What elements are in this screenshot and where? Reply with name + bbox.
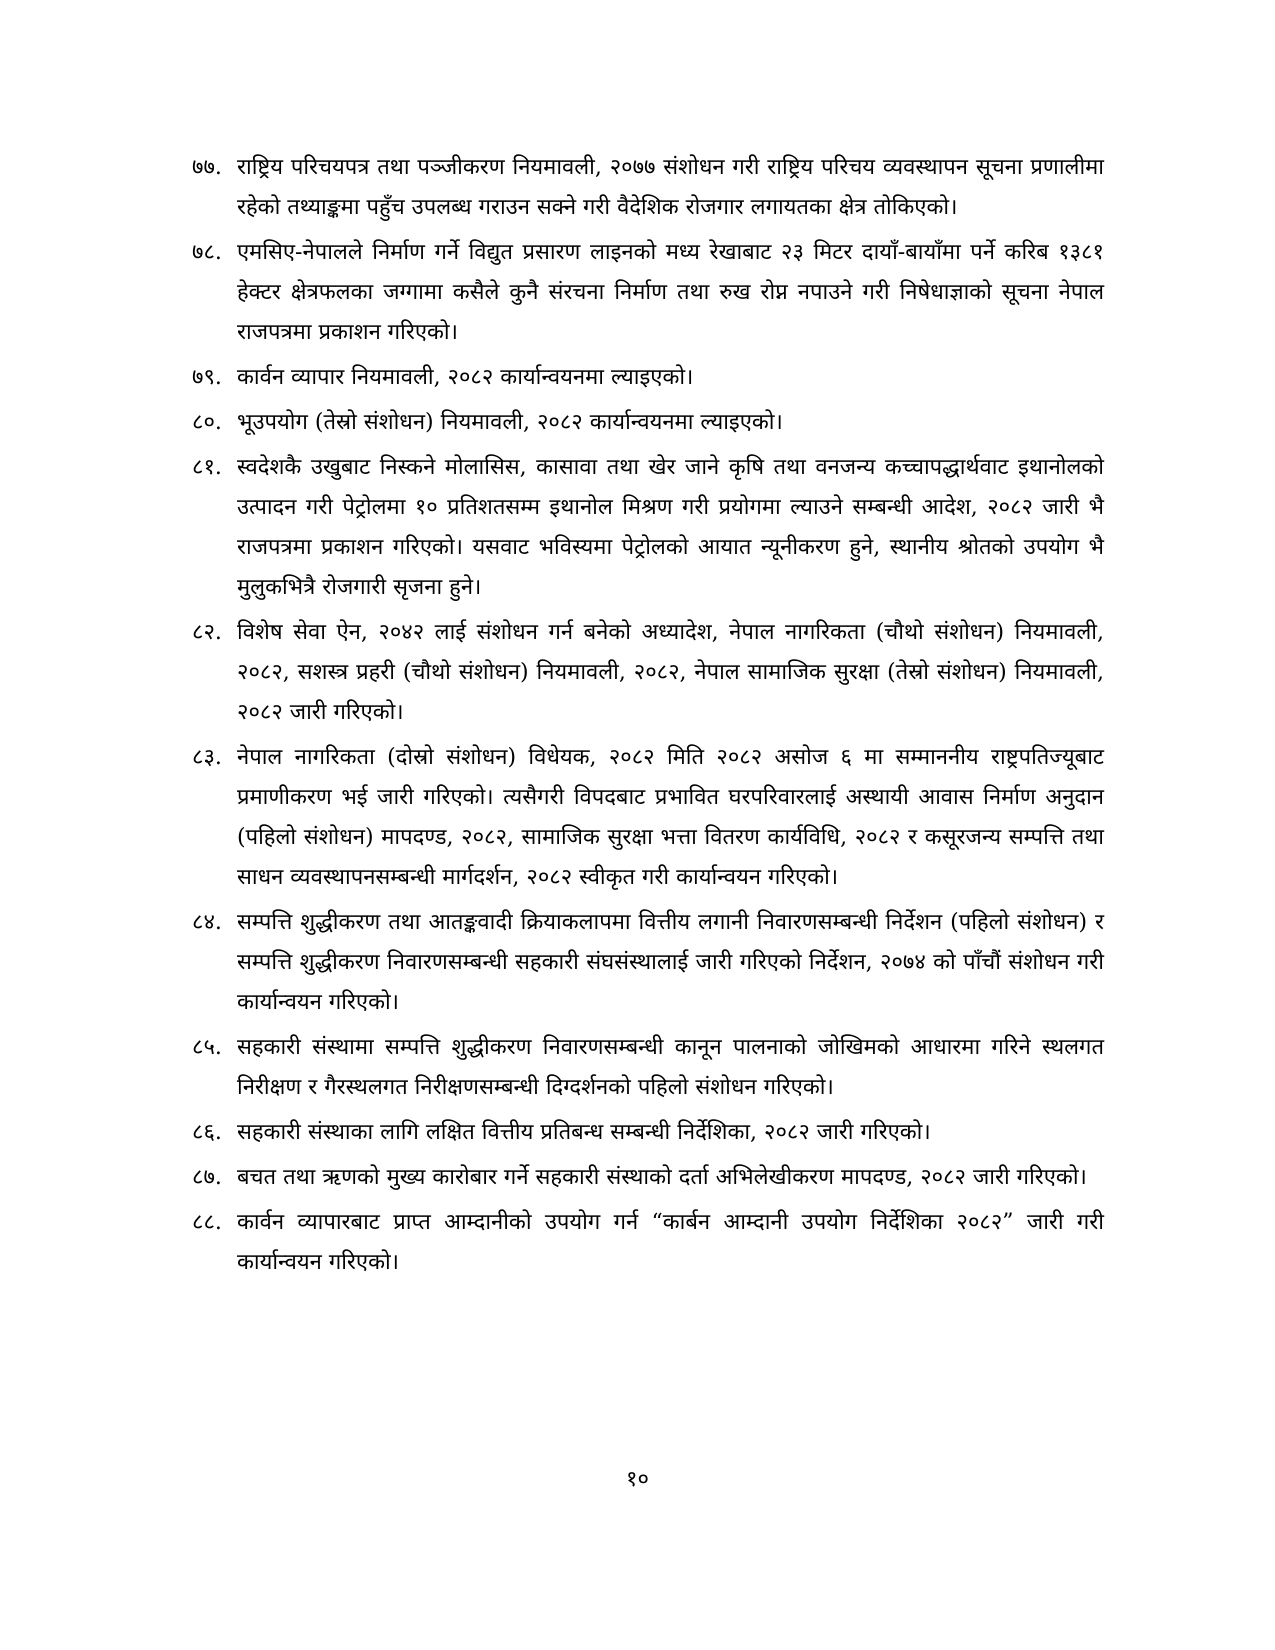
item-text: कार्वन व्यापार नियमावली, २०८२ कार्यान्वयनमा ल्याइएको। — [237, 365, 694, 390]
list-item — [192, 1158, 1104, 1198]
item-text: बचत तथा ऋणको मुख्य कारोबार गर्ने सहकारी संस्थाको दर्ता अभिलेखीकरण मापदण्ड, २०८२ जारी गरिएको। — [237, 1165, 1087, 1190]
item-number: ८३. — [192, 745, 222, 770]
item-number: ८४. — [192, 910, 222, 935]
item-text: कार्वन व्यापारबाट प्राप्त आम्दानीको उपयोग गर्न “कार्बन आम्दानी उपयोग निर्देशिका २०८२” जारी गरी कार्यान्वयन गरिएको। — [237, 1210, 1104, 1275]
item-text: नेपाल नागरिकता (दोस्रो संशोधन) विधेयक, २०८२ मिति २०८२ असोज ६ मा सम्माननीय राष्ट्रपतिज्यूबाट प्रमाणीकरण भई जारी गरिएको। त्यसैगरी विपदबाट प्रभावित घरपरिवारलाई अस्थायी आवास निर्माण अनुदान (पहिलो संशोधन) मापदण्ड, २०८२, सामाजिक सुरक्षा भत्ता वितरण कार्यविधि, २०८२ र कसूरजन्य सम्पत्ति तथा साधन व्यवस्थापनसम्बन्धी मार्गदर्शन, २०८२ स्वीकृत गरी कार्यान्वयन गरिएको। — [237, 745, 1104, 890]
item-text: स्वदेशकै उखुबाट निस्कने मोलासिस, कासावा तथा खेर जाने कृषि तथा वनजन्य कच्चापद्धार्थवाट इथानोलको उत्पादन गरी पेट्रोलमा १० प्रतिशतसम्म इथानोल मिश्रण गरी प्रयोगमा ल्याउने सम्बन्धी आदेश, २०८२ जारी भै राजपत्रमा प्रकाशन गरिएको। यसवाट भविस्यमा पेट्रोलको आयात न्यूनीकरण हुने, स्थानीय श्रोतको उपयोग भै मुलुकभित्रै रोजगारी सृजना हुने। — [237, 455, 1104, 600]
item-text: विशेष सेवा ऐन, २०४२ लाई संशोधन गर्न बनेको अध्यादेश, नेपाल नागरिकता (चौथो संशोधन) नियमावली, २०८२, सशस्त्र प्रहरी (चौथो संशोधन) नियमावली, २०८२, नेपाल सामाजिक सुरक्षा (तेस्रो संशोधन) नियमावली, २०८२ जारी गरिएको। — [237, 620, 1104, 725]
list-item — [192, 1203, 1104, 1283]
item-number: ८०. — [192, 410, 222, 435]
item-number: ७८. — [192, 240, 222, 265]
list-item — [192, 233, 1104, 353]
list-item — [192, 448, 1104, 608]
item-number: ७७. — [192, 155, 222, 180]
item-text: एमसिए-नेपालले निर्माण गर्ने विद्युत प्रसारण लाइनको मध्य रेखाबाट २३ मिटर दायाँ-बायाँमा पर्ने करिब १३८१ हेक्टर क्षेत्रफलका जग्गामा कसैले कुनै संरचना निर्माण तथा रुख रोप्न नपाउने गरी निषेधाज्ञाको सूचना नेपाल राजपत्रमा प्रकाशन गरिएको। — [237, 240, 1104, 345]
item-text: भूउपयोग (तेस्रो संशोधन) नियमावली, २०८२ कार्यान्वयनमा ल्याइएको। — [237, 410, 783, 435]
item-number: ८८. — [192, 1210, 222, 1235]
list-item — [192, 403, 1104, 443]
item-number: ७९. — [192, 365, 222, 390]
list-item — [192, 148, 1104, 228]
list-item — [192, 903, 1104, 1023]
list-item — [192, 613, 1104, 733]
list-item — [192, 738, 1104, 898]
list-item — [192, 1028, 1104, 1108]
numbered-list — [192, 148, 1104, 1288]
item-text: सहकारी संस्थामा सम्पत्ति शुद्धीकरण निवारणसम्बन्धी कानून पालनाको जोखिमको आधारमा गरिने स्थलगत निरीक्षण र गैरस्थलगत निरीक्षणसम्बन्धी दिग्दर्शनको पहिलो संशोधन गरिएको। — [237, 1035, 1104, 1100]
item-text: राष्ट्रिय परिचयपत्र तथा पञ्जीकरण नियमावली, २०७७ संशोधन गरी राष्ट्रिय परिचय व्यवस्थापन सूचना प्रणालीमा रहेको तथ्याङ्कमा पहुँच उपलब्ध गराउन सक्ने गरी वैदेशिक रोजगार लगायतका क्षेत्र तोकिएको। — [237, 155, 1104, 220]
item-number: ८१. — [192, 455, 222, 480]
item-number: ८५. — [192, 1035, 222, 1060]
page-number: १० — [626, 1467, 649, 1492]
item-number: ८६. — [192, 1120, 222, 1145]
item-number: ८७. — [192, 1165, 222, 1190]
list-item — [192, 1113, 1104, 1153]
item-text: सम्पत्ति शुद्धीकरण तथा आतङ्कवादी क्रियाकलापमा वित्तीय लगानी निवारणसम्बन्धी निर्देशन (पहिलो संशोधन) र सम्पत्ति शुद्धीकरण निवारणसम्बन्धी सहकारी संघसंस्थालाई जारी गरिएको निर्देशन, २०७४ को पाँचौं संशोधन गरी कार्यान्वयन गरिएको। — [237, 910, 1104, 1015]
item-text: सहकारी संस्थाका लागि लक्षित वित्तीय प्रतिबन्ध सम्बन्धी निर्देशिका, २०८२ जारी गरिएको। — [237, 1120, 931, 1145]
item-number: ८२. — [192, 620, 222, 645]
list-item — [192, 358, 1104, 398]
